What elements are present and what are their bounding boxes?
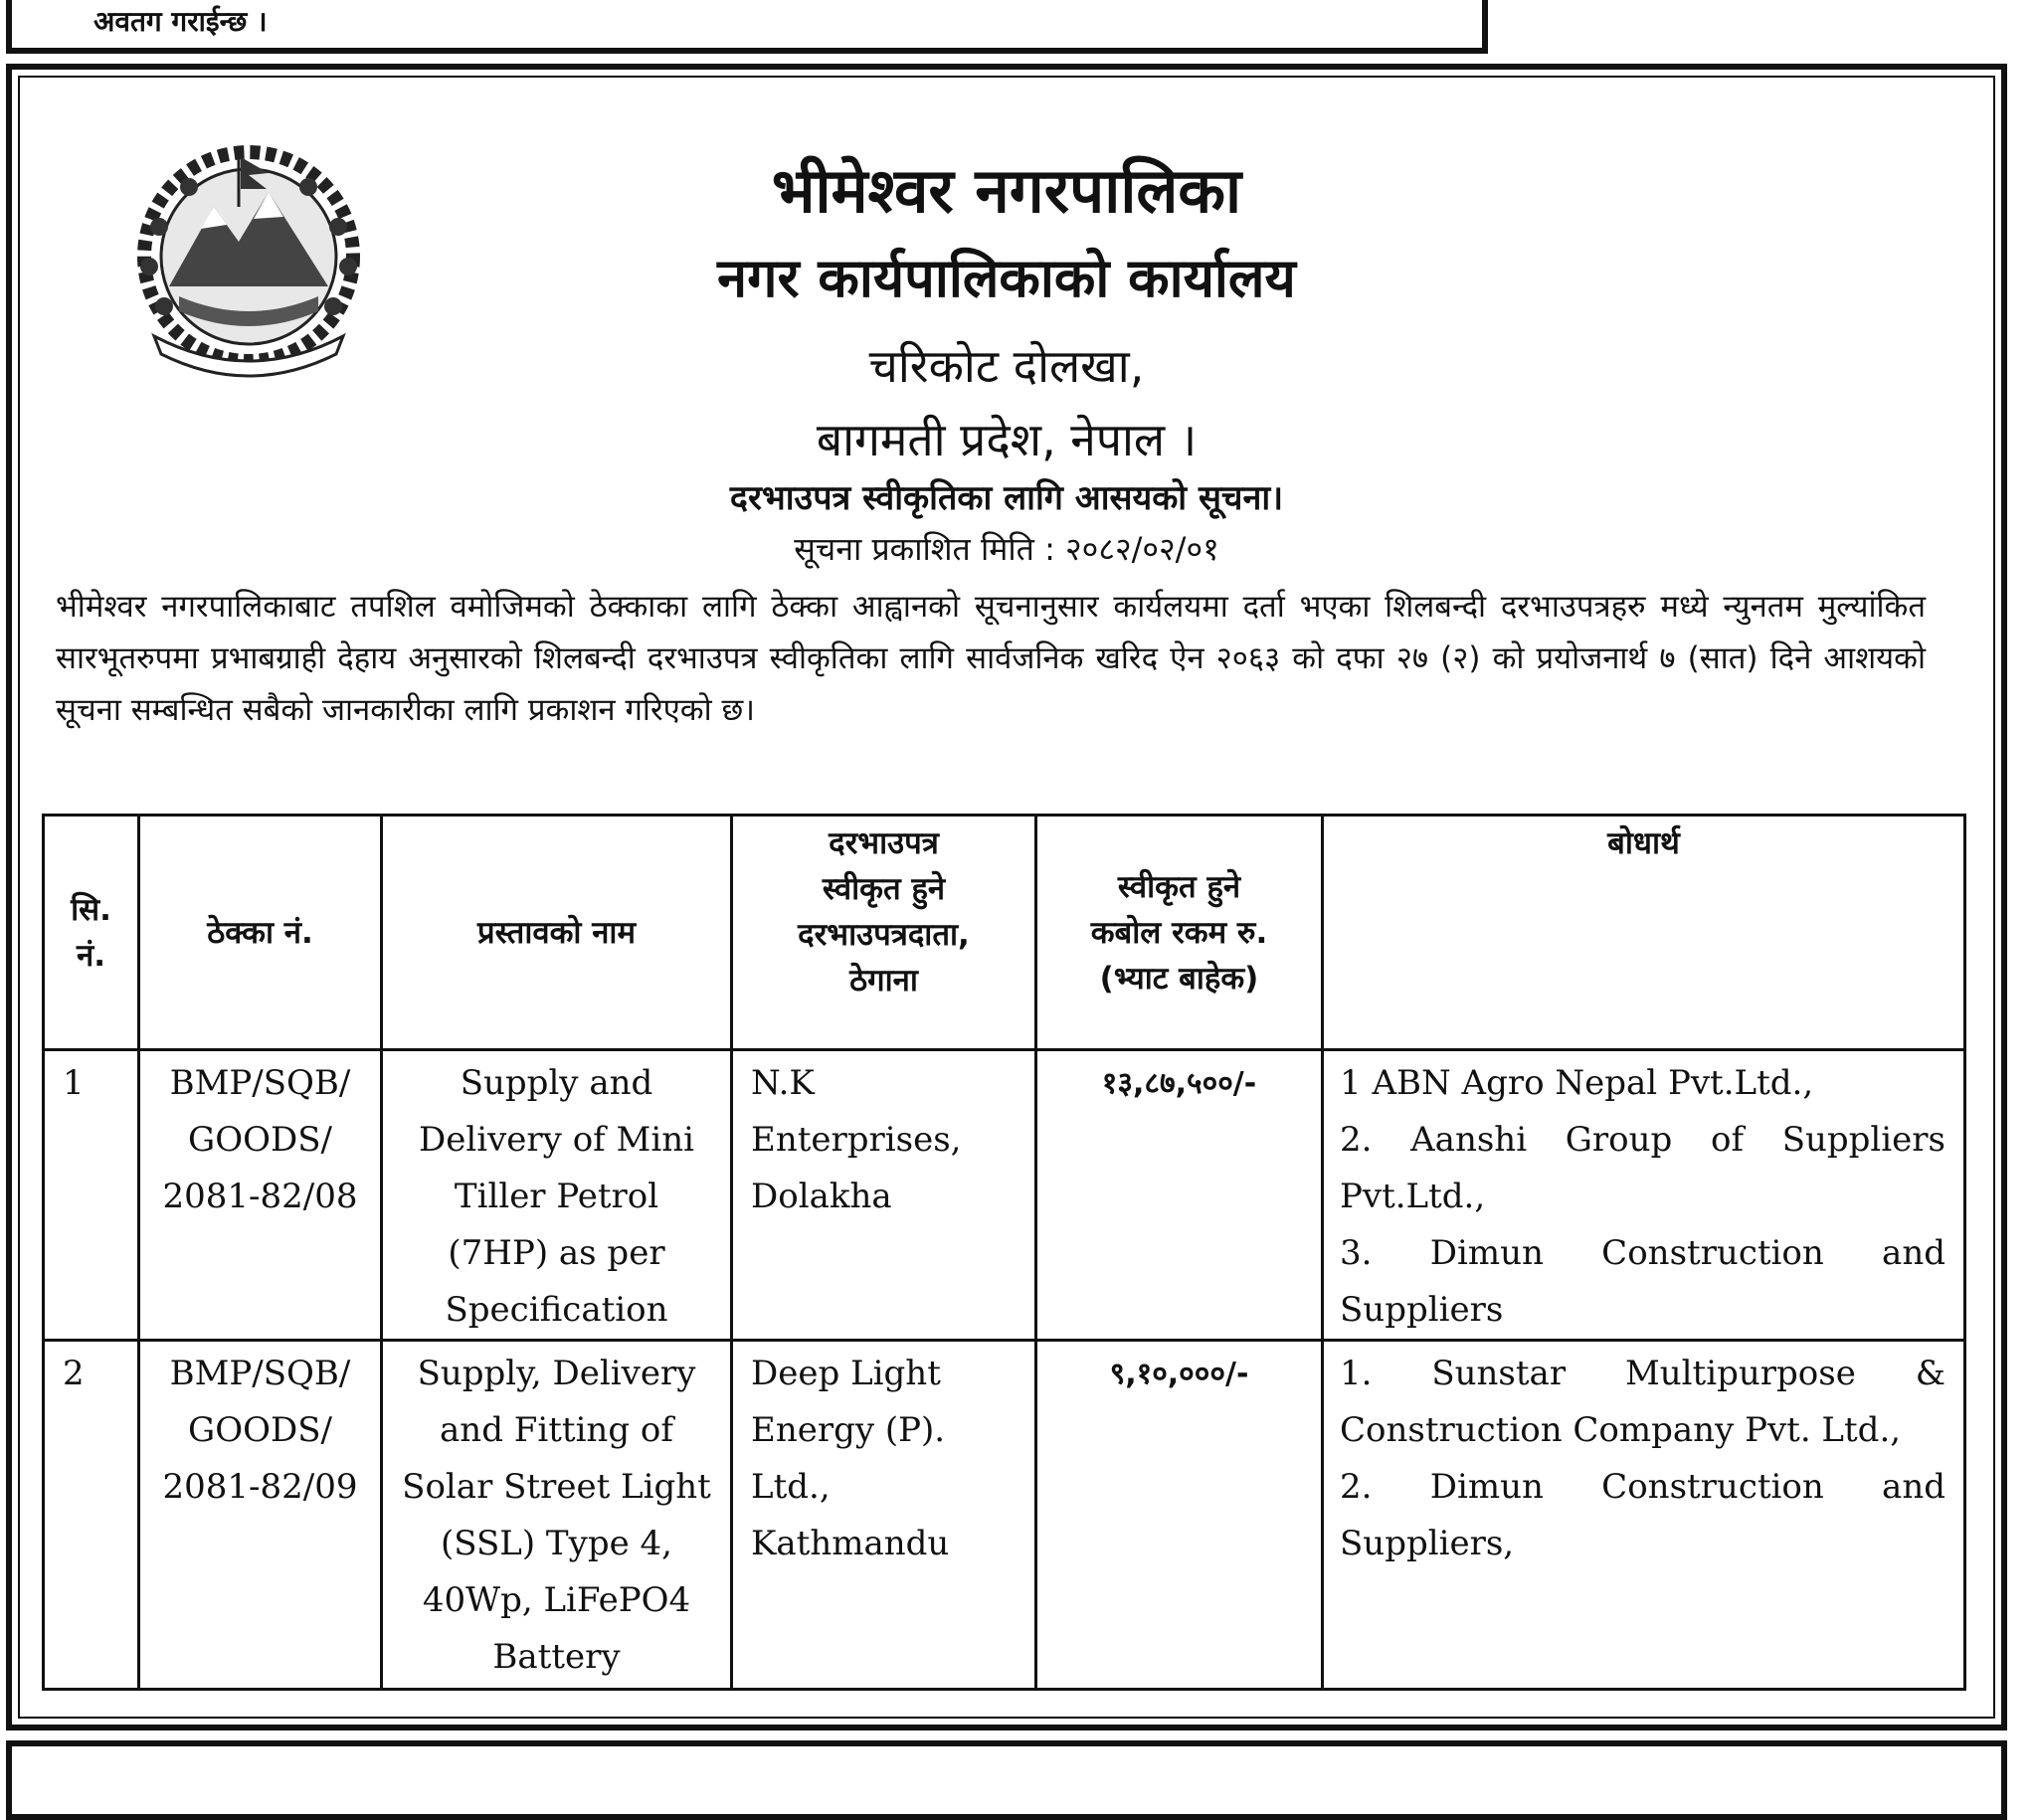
header-amount: स्वीकृत हुने कबोल रकम रु. (भ्याट बाहेक) xyxy=(1036,816,1323,1050)
row-1-proposal-name: Supply and Delivery of Mini Tiller Petrol (7HP) as per Specification xyxy=(382,1050,732,1341)
row-2-recipients: 1. Sunstar Multipurpose & Construction Company Pvt. Ltd., 2. Dimun Construction and Suppliers, xyxy=(1323,1341,1965,1690)
address-line-2: बागमती प्रदेश, नेपाल । xyxy=(816,413,1198,466)
header-serial-number: सि. नं. xyxy=(44,816,139,1050)
next-notice-box xyxy=(6,1740,2007,1820)
row-2-amount: ९,१०,०००/- xyxy=(1036,1341,1323,1690)
row-1-recipients: 1 ABN Agro Nepal Pvt.Ltd., 2. Aanshi Group of Suppliers Pvt.Ltd., 3. Dimun Construction and Suppliers xyxy=(1323,1050,1965,1341)
row-1-bidder: N.K Enterprises, Dolakha xyxy=(732,1050,1036,1341)
previous-notice-text: अवतग गराईन्छ । xyxy=(93,5,268,38)
row-2-serial: 2 xyxy=(44,1341,139,1690)
table-row xyxy=(44,1341,1965,1690)
header-contract-number: ठेक्का नं. xyxy=(139,816,382,1050)
header-bidder: दरभाउपत्र स्वीकृत हुने दरभाउपत्रदाता, ठेगाना xyxy=(732,816,1036,1050)
row-2-proposal-name: Supply, Delivery and Fitting of Solar Street Light (SSL) Type 4, 40Wp, LiFePO4 Battery xyxy=(382,1341,732,1690)
notice-frame xyxy=(6,64,2007,1730)
municipality-name: भीमेश्वर नगरपालिका xyxy=(771,154,1242,227)
previous-notice-box xyxy=(6,0,1488,54)
notice-inner-frame xyxy=(18,76,1995,1719)
bid-acceptance-table xyxy=(42,814,1966,1691)
address-line-1: चरिकोट दोलखा, xyxy=(868,339,1145,393)
table-header-row xyxy=(44,816,1965,1050)
header-proposal-name: प्रस्तावको नाम xyxy=(382,816,732,1050)
header-recipients: बोधार्थ xyxy=(1323,816,1965,1050)
table-row xyxy=(44,1050,1965,1341)
notice-body-text: भीमेश्वर नगरपालिकाबाट तपशिल वमोजिमको ठेक्काका लागि ठेक्का आह्वानको सूचनानुसार कार्यलयमा दर्ता भएका शिलबन्दी दरभाउपत्रहरु मध्ये न्युनतम मुल्यांकित सारभूतरुपमा प्रभाबग्राही देहाय अनुसारको शिलबन्दी दरभाउपत्र स्वीकृतिका लागि सार्वजनिक खरिद ऐन २०६३ को दफा २७ (२) को प्रयोजनार्थ ७ (सात) दिने आशयको सूचना सम्बन्धित सबैको जानकारीका लागि प्रकाशन गरिएको छ। xyxy=(56,589,1926,728)
office-name: नगर कार्यपालिकाको कार्यालय xyxy=(717,247,1296,309)
row-1-amount: १३,८७,५००/- xyxy=(1036,1050,1323,1341)
row-2-bidder: Deep Light Energy (P). Ltd., Kathmandu xyxy=(732,1341,1036,1690)
publish-date: सूचना प्रकाशित मिति : २०८२/०२/०१ xyxy=(794,530,1219,568)
notice-title: दरभाउपत्र स्वीकृतिका लागि आसयको सूचना। xyxy=(729,478,1284,518)
row-1-serial: 1 xyxy=(44,1050,139,1341)
row-2-contract-number: BMP/SQB/ GOODS/ 2081-82/09 xyxy=(139,1341,382,1690)
row-1-contract-number: BMP/SQB/ GOODS/ 2081-82/08 xyxy=(139,1050,382,1341)
